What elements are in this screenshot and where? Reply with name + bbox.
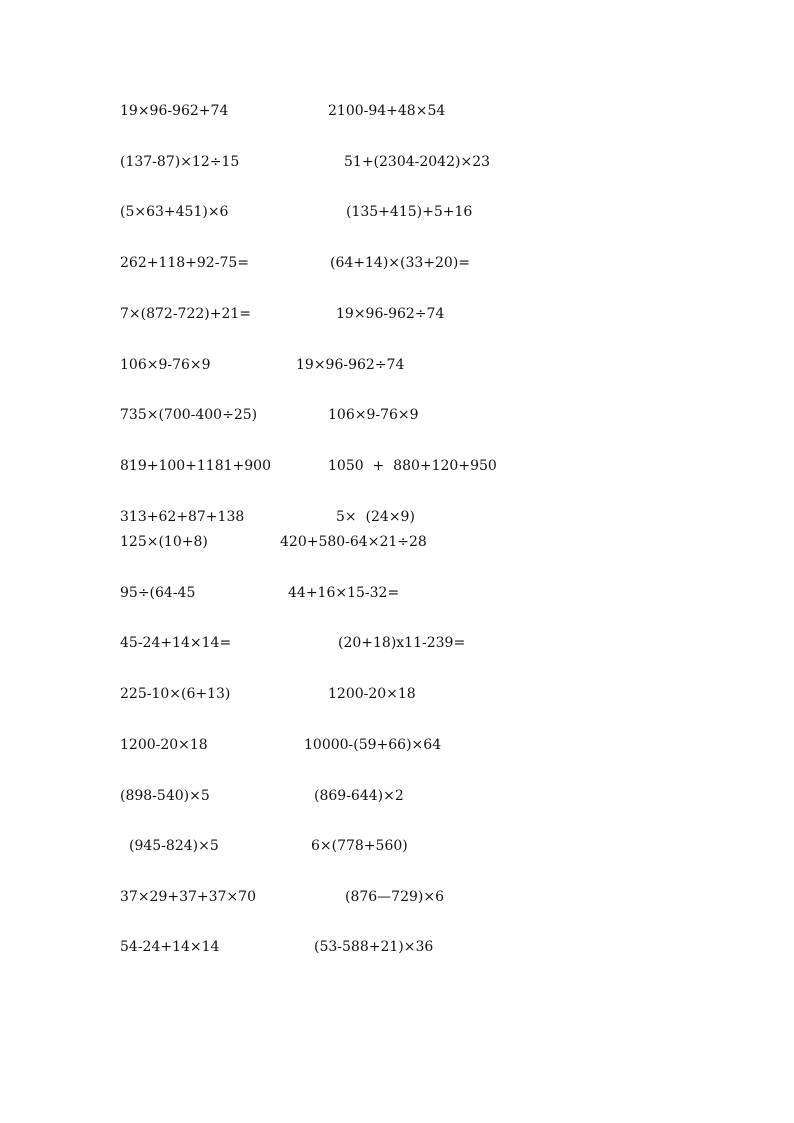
problem-left-10: 125×(10+8) [120, 534, 208, 550]
problem-right-18: (53-588+21)×36 [314, 939, 434, 955]
problem-left-6: 106×9-76×9 [120, 357, 211, 373]
problem-left-1: 19×96-962+74 [120, 103, 229, 119]
problem-right-14: 10000-(59+66)×64 [304, 737, 442, 753]
problem-left-5: 7×(872-722)+21= [120, 306, 252, 322]
problem-right-12: (20+18)x11-239= [338, 635, 466, 651]
problem-left-16: (945-824)×5 [129, 838, 219, 854]
problem-left-11: 95÷(64-45 [120, 585, 196, 601]
problem-right-4: (64+14)×(33+20)= [330, 255, 471, 271]
problem-right-15: (869-644)×2 [314, 788, 404, 804]
problem-right-13: 1200-20×18 [328, 686, 416, 702]
problem-left-15: (898-540)×5 [120, 788, 210, 804]
problem-right-7: 106×9-76×9 [328, 407, 419, 423]
problem-left-2: (137-87)×12÷15 [120, 154, 240, 170]
problem-right-3: (135+415)+5+16 [346, 204, 473, 220]
problem-right-11: 44+16×15-32= [288, 585, 400, 601]
problem-left-13: 225-10×(6+13) [120, 686, 231, 702]
problem-left-4: 262+118+92-75= [120, 255, 249, 271]
problem-right-6: 19×96-962÷74 [296, 357, 405, 373]
problem-right-10: 420+580-64×21÷28 [280, 534, 427, 550]
problem-right-5: 19×96-962÷74 [336, 306, 445, 322]
problem-right-1: 2100-94+48×54 [328, 103, 446, 119]
problem-right-2: 51+(2304-2042)×23 [344, 154, 491, 170]
problem-left-9: 313+62+87+138 [120, 509, 245, 525]
problem-right-16: 6×(778+560) [311, 838, 408, 854]
problem-left-8: 819+100+1181+900 [120, 458, 271, 474]
problem-right-17: (876—729)×6 [345, 889, 445, 905]
problem-left-18: 54-24+14×14 [120, 939, 220, 955]
problem-left-12: 45-24+14×14= [120, 635, 232, 651]
problem-left-7: 735×(700-400÷25) [120, 407, 258, 423]
problem-left-17: 37×29+37+37×70 [120, 889, 256, 905]
problem-left-14: 1200-20×18 [120, 737, 208, 753]
problem-right-9: 5× (24×9) [336, 509, 415, 525]
problem-right-8: 1050 + 880+120+950 [328, 458, 497, 474]
problem-left-3: (5×63+451)×6 [120, 204, 229, 220]
